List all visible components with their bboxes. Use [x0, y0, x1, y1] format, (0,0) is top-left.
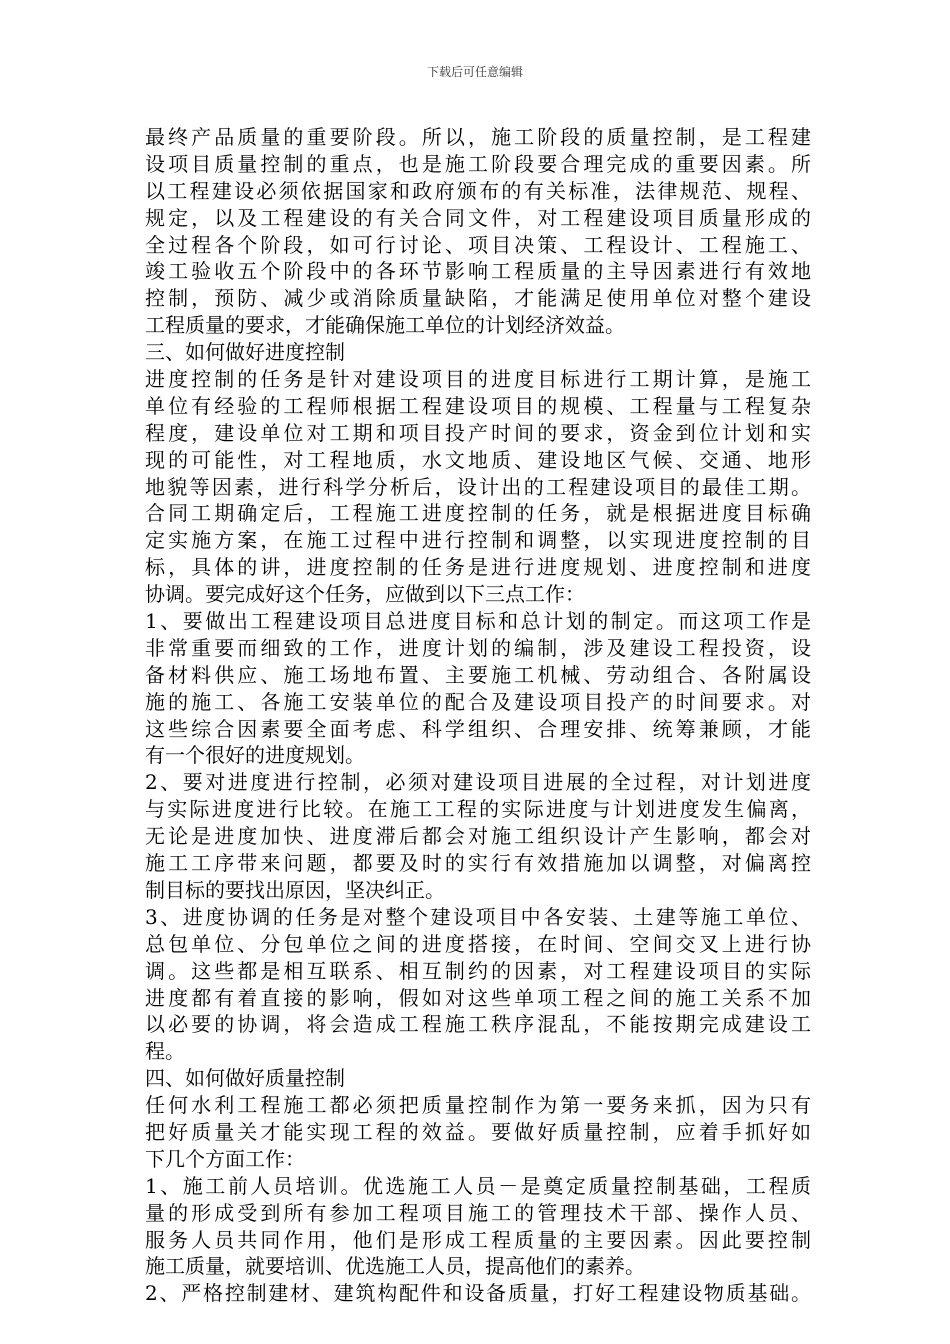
text-line: 以必要的协调，将会造成工程施工秩序混乱，不能按期完成建设工	[145, 1012, 811, 1037]
text-line: 备材料供应、施工场地布置、主要施工机械、劳动组合、各附属设	[145, 662, 811, 687]
text-line: 工程质量的要求，才能确保施工单位的计划经济效益。	[145, 313, 625, 338]
text-line: 进度都有着直接的影响，假如对这些单项工程之间的施工关系不加	[145, 985, 811, 1010]
text-line: 全过程各个阶段，如可行讨论、项目决策、工程设计、工程施工、	[145, 232, 811, 257]
text-line: 这些综合因素要全面考虑、科学组织、合理安排、统筹兼顾，才能	[145, 716, 811, 741]
text-line: 现的可能性，对工程地质，水文地质、建设地区气候、交通、地形	[145, 447, 811, 472]
text-line: 把好质量关才能实现工程的效益。要做好质量控制，应着手抓好如	[145, 1119, 811, 1144]
text-line: 标，具体的讲，进度控制的任务是进行进度规划、进度控制和进度	[145, 555, 811, 580]
text-line: 最终产品质量的重要阶段。所以，施工阶段的质量控制，是工程建	[145, 125, 811, 149]
text-line: 下几个方面工作：	[145, 1146, 305, 1171]
text-line: 制目标的要找出原因，坚决纠正。	[145, 877, 445, 902]
text-line: 合同工期确定后，工程施工进度控制的任务，就是根据进度目标确	[145, 501, 811, 526]
text-line: 地貌等因素，进行科学分析后，设计出的工程建设项目的最佳工期。	[145, 474, 811, 499]
text-line: 进度控制的任务是针对建设项目的进度目标进行工期计算，是施工	[145, 367, 811, 392]
text-line: 设项目质量控制的重点，也是施工阶段要合理完成的重要因素。所	[145, 151, 811, 176]
text-line: 施工工序带来问题，都要及时的实行有效措施加以调整，对偏离控	[145, 851, 811, 876]
text-line: 施的施工、各施工安装单位的配合及建设项目投产的时间要求。对	[145, 689, 811, 714]
text-line: 量的形成受到所有参加工程项目施工的管理技术干部、操作人员、	[145, 1200, 811, 1225]
text-line: 调。这些都是相互联系、相互制约的因素，对工程建设项目的实际	[145, 958, 811, 983]
text-line: 服务人员共同作用，他们是形成工程质量的主要因素。因此要控制	[145, 1227, 811, 1252]
text-line: 程度，建设单位对工期和项目投产时间的要求，资金到位计划和实	[145, 420, 811, 445]
text-line: 规定，以及工程建设的有关合同文件，对工程建设项目质量形成的	[145, 205, 811, 230]
page-header-note: 下载后可任意编辑	[426, 65, 523, 79]
text-line: 施工质量，就要培训、优选施工人员，提高他们的素养。	[145, 1254, 645, 1279]
text-line: 有一个很好的进度规划。	[145, 743, 365, 768]
text-line: 3、进度协调的任务是对整个建设项目中各安装、土建等施工单位、	[145, 904, 811, 929]
text-line: 1、要做出工程建设项目总进度目标和总计划的制定。而这项工作是	[145, 609, 811, 634]
text-line: 无论是进度加快、进度滞后都会对施工组织设计产生影响，都会对	[145, 824, 811, 849]
text-line: 以工程建设必须依据国家和政府颁布的有关标准，法律规范、规程、	[145, 178, 811, 203]
text-line: 总包单位、分包单位之间的进度搭接，在时间、空间交叉上进行协	[145, 931, 811, 956]
text-line: 2、要对进度进行控制，必须对建设项目进展的全过程，对计划进度	[145, 770, 811, 795]
text-line: 2、严格控制建材、建筑构配件和设备质量，打好工程建设物质基础。	[145, 1281, 811, 1306]
text-line: 任何水利工程施工都必须把质量控制作为第一要务来抓，因为只有	[145, 1093, 811, 1118]
text-line: 与实际进度进行比较。在施工工程的实际进度与计划进度发生偏离，	[145, 797, 811, 822]
document-body	[145, 124, 811, 1307]
text-line: 定实施方案，在施工过程中进行控制和调整，以实现进度控制的目	[145, 528, 811, 553]
text-line: 三、如何做好进度控制	[145, 340, 345, 365]
text-line: 程。	[145, 1039, 185, 1064]
text-line: 协调。要完成好这个任务，应做到以下三点工作：	[145, 582, 585, 607]
text-line: 非常重要而细致的工作，进度计划的编制，涉及建设工程投资，设	[145, 635, 811, 660]
text-line: 单位有经验的工程师根据工程建设项目的规模、工程量与工程复杂	[145, 393, 811, 418]
text-line: 竣工验收五个阶段中的各环节影响工程质量的主导因素进行有效地	[145, 259, 811, 284]
text-line: 1、施工前人员培训。优选施工人员－是奠定质量控制基础，工程质	[145, 1173, 811, 1198]
text-line: 四、如何做好质量控制	[145, 1066, 345, 1091]
text-line: 控制，预防、减少或消除质量缺陷，才能满足使用单位对整个建设	[145, 286, 811, 311]
